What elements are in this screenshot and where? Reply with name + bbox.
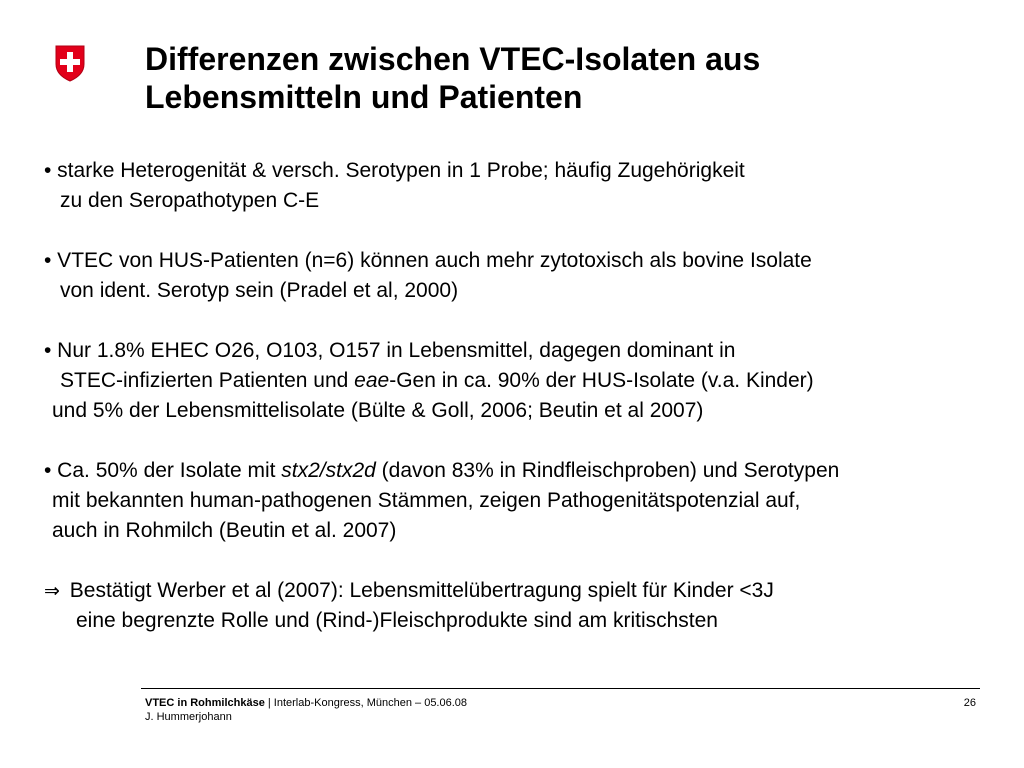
bullet-line: von ident. Serotyp sein (Pradel et al, 2000) [60, 279, 459, 302]
title-line-1: Differenzen zwischen VTEC-Isolaten aus [145, 41, 761, 77]
title-line-2: Lebensmitteln und Patienten [145, 79, 583, 115]
bullet-line: und 5% der Lebensmittelisolate (Bülte & Goll, 2006; Beutin et al 2007) [52, 399, 704, 422]
bullet-line: • starke Heterogenität & versch. Serotypen in 1 Probe; häufig Zugehörigkeit [44, 159, 745, 182]
text-segment: • Ca. 50% der Isolate mit [44, 459, 282, 482]
footer-author: J. Hummerjohann [145, 711, 232, 723]
footer-event-title: VTEC in Rohmilchkäse [145, 697, 265, 709]
swiss-cross-icon [53, 44, 87, 82]
gene-name: eae [354, 369, 390, 392]
text-segment: Bestätigt Werber et al (2007): Lebensmittelübertragung spielt für Kinder <3J [63, 579, 774, 602]
conclusion-line [44, 576, 1019, 606]
bullet-ehec-rate [44, 336, 1019, 426]
footer [145, 696, 467, 724]
bullet-hus-patients [44, 246, 1019, 306]
gene-name: stx2/stx2d [281, 459, 376, 482]
footer-event-details: | Interlab-Kongress, München – 05.06.08 [264, 697, 468, 709]
bullet-stx2 [44, 456, 1019, 546]
bullet-line: mit bekannten human-pathogenen Stämmen, zeigen Pathogenitätspotenzial auf, [52, 489, 801, 512]
bullet-line: • Nur 1.8% EHEC O26, O103, O157 in Lebensmittel, dagegen dominant in [44, 339, 736, 362]
text-segment: (davon 83% in Rindfleischproben) und Serotypen [375, 459, 840, 482]
bullet-line [44, 366, 1019, 396]
page-number: 26 [963, 697, 976, 709]
bullet-line: auch in Rohmilch (Beutin et al. 2007) [52, 519, 397, 542]
text-segment: -Gen in ca. 90% der HUS-Isolate (v.a. Kinder) [389, 369, 814, 392]
slide-title [145, 40, 1005, 116]
conclusion [44, 576, 1019, 636]
slide-body [44, 156, 1019, 636]
implies-arrow-icon: ⇒ [44, 580, 60, 602]
footer-event [145, 696, 467, 710]
conclusion-line: eine begrenzte Rolle und (Rind-)Fleischprodukte sind am kritischsten [76, 609, 718, 632]
footer-divider [141, 688, 980, 689]
bullet-line: • VTEC von HUS-Patienten (n=6) können auch mehr zytotoxisch als bovine Isolate [44, 249, 812, 272]
bullet-heterogeneity [44, 156, 1019, 216]
bullet-line [44, 456, 1019, 486]
bullet-line: zu den Seropathotypen C-E [60, 189, 320, 212]
text-segment: STEC-infizierten Patienten und [60, 369, 355, 392]
